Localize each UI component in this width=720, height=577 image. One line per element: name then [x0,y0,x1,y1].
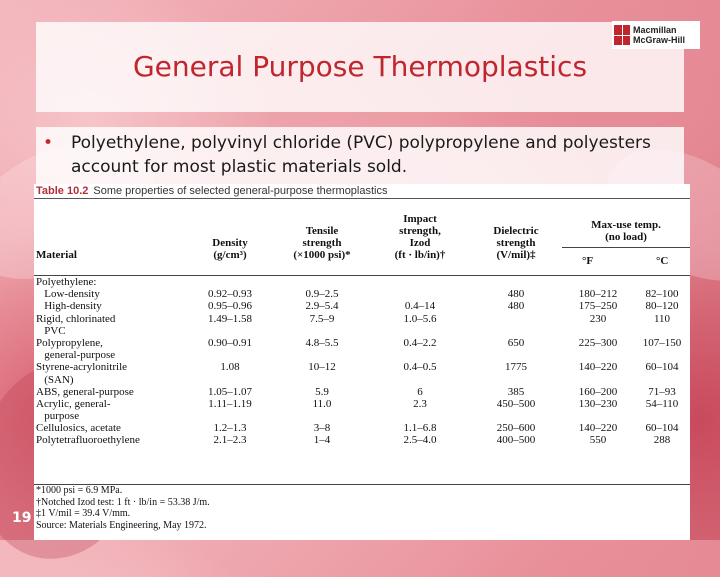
cell-impact: 0.4–0.5 [403,361,437,374]
table-caption [34,184,690,199]
table-row [34,300,690,312]
cell-max-f: 130–230 [578,397,618,410]
table-row [34,325,690,337]
cell-dielectric [470,349,562,361]
cell-max-c: 60–104 [645,361,679,374]
table-row [34,410,690,422]
header-impact: Impact strength, Izod (ft · lb/in)† [394,213,446,261]
table-notes [34,484,690,531]
header-material: Material [36,249,77,261]
cell-density: 0.90–0.91 [208,336,252,349]
cell-tensile: 5.9 [315,385,329,398]
cell-density [186,410,274,422]
cell-tensile: 0.9–2.5 [305,288,339,301]
cell-material: High-density [36,300,102,313]
cell-tensile [274,325,370,337]
cell-density [186,276,274,288]
header-max-use-temp: Max-use temp. (no load) [591,219,661,243]
cell-material: (SAN) [36,373,74,386]
table-row [34,276,690,288]
cell-dielectric: 480 [507,288,525,301]
cell-max-f: 230 [589,312,607,325]
cell-max-f [562,410,634,422]
cell-max-c: 288 [653,434,671,447]
cell-material: Styrene-acrylonitrile [36,361,128,374]
cell-impact [370,288,470,300]
cell-density: 1.49–1.58 [208,312,252,325]
cell-max-f [562,325,634,337]
table-note: †Notched Izod test: 1 ft · lb/in = 53.38 J/m. [36,496,210,508]
cell-max-c [634,374,690,386]
cell-max-c [634,276,690,288]
cell-dielectric [470,325,562,337]
header-dielectric: Dielectric strength (V/mil)‡ [493,225,539,261]
cell-dielectric [470,276,562,288]
cell-tensile [274,349,370,361]
table-row [34,313,690,325]
cell-density: 1.2–1.3 [213,422,247,435]
header-fahrenheit: °F [582,255,594,267]
cell-max-c [634,349,690,361]
cell-max-f: 180–212 [578,288,618,301]
cell-dielectric [470,313,562,325]
table-row [34,422,690,434]
table-row [34,374,690,386]
cell-max-c: 71–93 [648,385,676,398]
cell-density: 0.92–0.93 [208,288,252,301]
table-caption-text: Some properties of selected general-purpose thermoplastics [93,185,388,197]
publisher-logo-icon [614,25,630,45]
table-row [34,398,690,410]
cell-dielectric: 250–600 [496,422,536,435]
cell-impact [370,374,470,386]
slide-title: General Purpose Thermoplastics [132,50,588,83]
table-note: ‡1 V/mil = 39.4 V/mm. [36,508,131,519]
cell-density: 1.11–1.19 [208,397,252,410]
cell-max-c: 107–150 [642,336,682,349]
table-row [34,434,690,446]
cell-max-f: 175–250 [578,300,618,313]
table-row [34,288,690,300]
table-row [34,337,690,349]
cell-dielectric: 1775 [505,361,527,374]
cell-max-f: 140–220 [578,422,618,435]
table-note: *1000 psi = 6.9 MPa. [36,485,123,496]
cell-max-f: 140–220 [578,361,618,374]
cell-max-f [562,349,634,361]
logo-line-1: Macmillan [633,25,677,35]
cell-material: Polyethylene: [36,276,97,288]
cell-max-c [634,325,690,337]
cell-impact [370,349,470,361]
table-row [34,361,690,373]
cell-dielectric [470,374,562,386]
cell-impact: 2.5–4.0 [403,434,437,447]
cell-material: purpose [36,410,80,423]
cell-max-c: 110 [653,312,671,325]
table-body [34,276,690,447]
bullet-text: Polyethylene, polyvinyl chloride (PVC) polypropylene and polyesters account for most plastic materials sold. [71,133,651,177]
header-density: Density (g/cm³) [212,237,248,261]
cell-density: 2.1–2.3 [213,434,247,447]
cell-tensile: 3–8 [313,422,331,435]
cell-dielectric: 385 [507,385,525,398]
cell-tensile: 1–4 [313,434,331,447]
cell-impact: 1.0–5.6 [403,312,437,325]
bullet-item [43,131,673,179]
cell-impact: 0.4–14 [404,300,436,313]
cell-impact: 1.1–6.8 [403,422,437,435]
cell-max-c: 82–100 [645,288,679,301]
cell-tensile [274,276,370,288]
cell-max-c: 54–110 [645,397,679,410]
cell-impact [370,276,470,288]
cell-tensile: 2.9–5.4 [305,300,339,313]
cell-tensile: 4.8–5.5 [305,336,339,349]
cell-material: Polypropylene, [36,336,103,349]
cell-impact [370,325,470,337]
cell-material: Rigid, chlorinated [36,312,116,325]
cell-max-c: 80–120 [645,300,679,313]
cell-dielectric [470,410,562,422]
cell-material: Polytetrafluoroethylene [36,434,140,447]
cell-dielectric: 650 [507,336,525,349]
cell-impact: 0.4–2.2 [403,336,437,349]
cell-tensile: 11.0 [312,397,332,410]
cell-density: 1.08 [220,361,240,374]
table-note: Source: Materials Engineering, May 1972. [36,519,207,531]
bullet-dot-icon: • [43,133,54,153]
cell-density [186,325,274,337]
cell-max-f [562,374,634,386]
header-tensile: Tensile strength (×1000 psi)* [293,225,351,261]
cell-material: general-purpose [36,349,116,362]
cell-tensile: 10–12 [308,361,336,374]
cell-density [186,349,274,361]
cell-tensile: 7.5–9 [309,312,335,325]
publisher-logo [612,21,700,49]
cell-max-f: 160–200 [578,385,618,398]
cell-density [186,374,274,386]
cell-material: Acrylic, general- [36,397,111,410]
cell-impact: 2.3 [413,397,427,410]
cell-tensile [274,374,370,386]
header-divider [562,247,690,248]
header-celsius: °C [656,255,669,267]
table-row [34,386,690,398]
cell-material: Low-density [36,288,100,301]
table-header [34,199,690,276]
cell-dielectric: 400–500 [496,434,536,447]
page-number: 19 [12,510,32,526]
properties-table [34,184,690,540]
cell-tensile [274,410,370,422]
logo-line-2: McGraw-Hill [633,35,686,45]
cell-max-f: 550 [589,434,607,447]
cell-dielectric: 480 [507,300,525,313]
table-row [34,349,690,361]
cell-max-c: 60–104 [645,422,679,435]
cell-material: Cellulosics, acetate [36,422,121,435]
cell-material: PVC [36,324,66,337]
cell-impact [370,410,470,422]
cell-density: 1.05–1.07 [208,385,252,398]
cell-max-f: 225–300 [578,336,618,349]
cell-impact: 6 [417,385,423,398]
cell-density: 0.95–0.96 [208,300,252,313]
cell-dielectric: 450–500 [496,397,536,410]
cell-material: ABS, general-purpose [36,385,134,398]
cell-max-c [634,410,690,422]
table-number: Table 10.2 [36,185,89,197]
cell-max-f [562,276,634,288]
